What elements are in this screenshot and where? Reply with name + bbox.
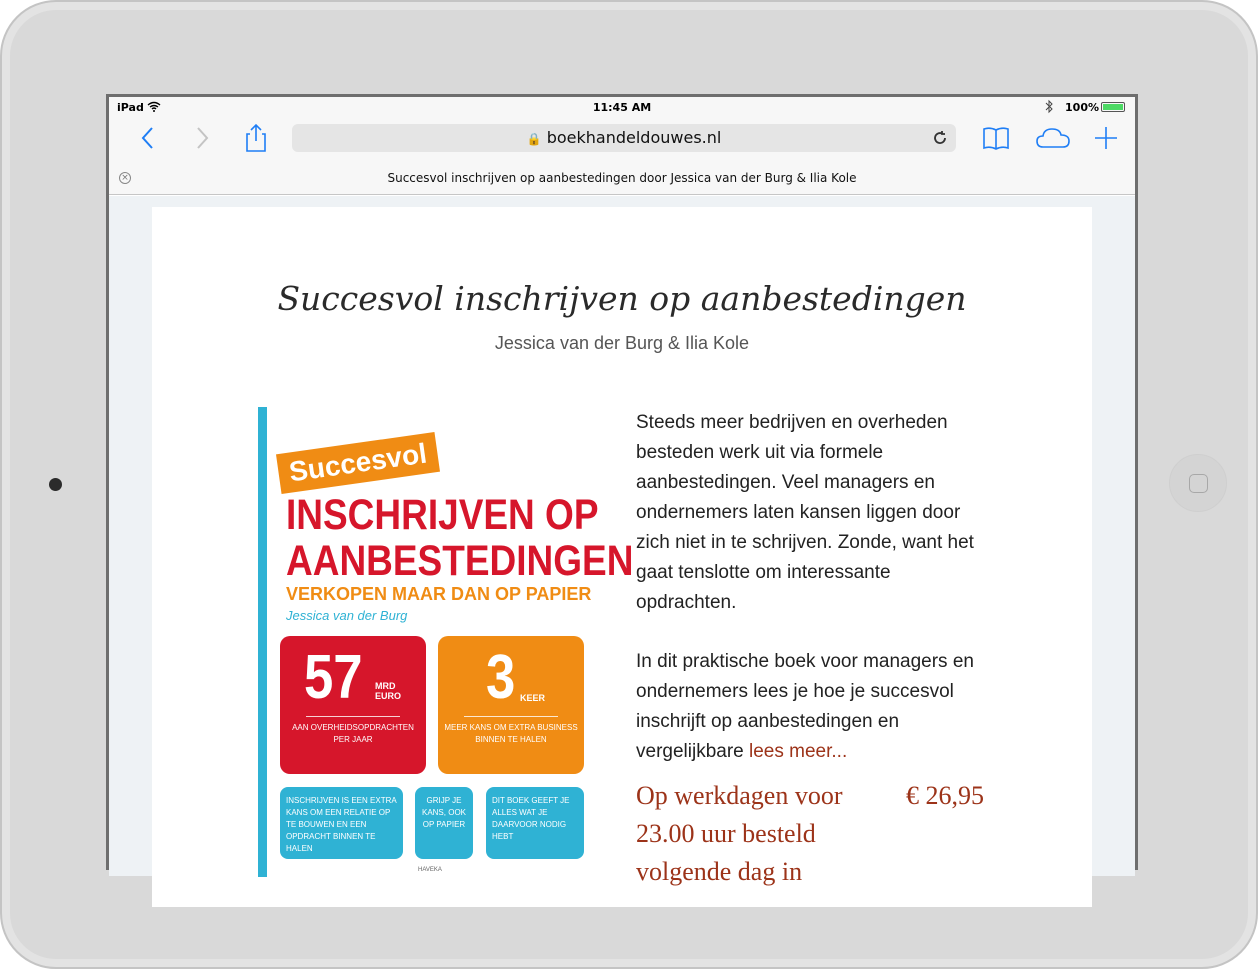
description-paragraph-1: Steeds meer bedrijven en overheden besteden werk uit via formele aanbestedingen. Veel managers en ondernemers laten kansen liggen door zich niet in te schrijven. Zonde, want het gaat tenslotte om interessante opdrachten. [636,412,974,613]
url-text: boekhandeldouwes.nl [546,128,722,147]
book-description [636,408,996,796]
home-button[interactable] [1169,454,1227,512]
front-camera [49,478,62,491]
cover-publisher: HAVEKA [418,867,442,873]
reader-title: Succesvol inschrijven op aanbestedingen door Jessica van der Burg & Ilia Kole [387,171,857,185]
book-authors: Jessica van der Burg & Ilia Kole [494,333,750,353]
stat1-number: 57 [304,643,363,712]
share-icon[interactable] [241,123,271,153]
stat2-unit: KEER [520,693,546,703]
reader-page [152,207,1092,907]
new-tab-icon[interactable] [1091,123,1121,153]
battery-icon [1101,102,1125,112]
close-reader-icon[interactable]: × [119,172,131,184]
reload-icon[interactable] [932,130,948,146]
cover-tag: Succesvol [276,432,440,494]
cover-card-3: DIT BOEK GEEFT JE ALLES WAT JE DAARVOOR NODIG HEBT [486,787,584,859]
cover-title-line2: AANBESTEDINGEN [286,537,634,585]
book-title: Succesvol inschrijven op aanbestedingen [277,279,967,318]
screen [106,94,1138,886]
cover-stat-box-2 [438,636,584,774]
status-bar [109,97,1135,117]
home-square-icon [1189,474,1208,493]
stat2-caption: MEER KANS OM EXTRA BUSINESS BINNEN TE HALEN [444,723,578,744]
cover-card-1: INSCHRIJVEN IS EEN EXTRA KANS OM EEN RELATIE OP TE BOUWEN EN EEN OPDRACHT BINNEN TE HALEN [280,787,403,859]
reader-bar [109,161,1135,195]
bluetooth-icon [1045,100,1053,113]
forward-icon[interactable] [187,123,217,153]
bookmarks-icon[interactable] [981,123,1011,153]
back-icon[interactable] [133,123,163,153]
cover-subtitle: VERKOPEN MAAR DAN OP PAPIER [286,584,592,604]
cover-stat-box-1 [280,636,426,774]
cover-author: Jessica van der Burg [286,608,408,623]
description-paragraph-2 [636,647,996,767]
icloud-tabs-icon[interactable] [1035,123,1071,153]
book-cover [258,407,634,877]
cover-spine [258,407,267,877]
safari-toolbar [109,117,1135,161]
clock: 11:45 AM [592,101,652,114]
description-text-2: In dit praktische boek voor managers en ondernemers lees je hoe je succesvol inschrijft op aanbestedingen en vergelijkbare [636,651,974,762]
cover-card-2: GRIJP JE KANS, OOK OP PAPIER [415,787,473,859]
price: € 26,95 [906,781,984,810]
delivery-note: Op werkdagen voor 23.00 uur besteld volgende dag in [636,781,843,886]
address-bar[interactable] [292,124,956,152]
device-label: iPad [117,101,144,114]
stat2-number: 3 [486,643,516,712]
cover-title-line1: INSCHRIJVEN OP [286,491,599,539]
read-more-link[interactable]: lees meer... [749,741,848,762]
lock-icon: 🔒 [526,132,542,146]
stat1-caption: AAN OVERHEIDSOPDRACHTEN PER JAAR [292,723,414,744]
battery-percent: 100% [1065,101,1099,114]
stat1-unit: MRD EURO [375,681,402,701]
